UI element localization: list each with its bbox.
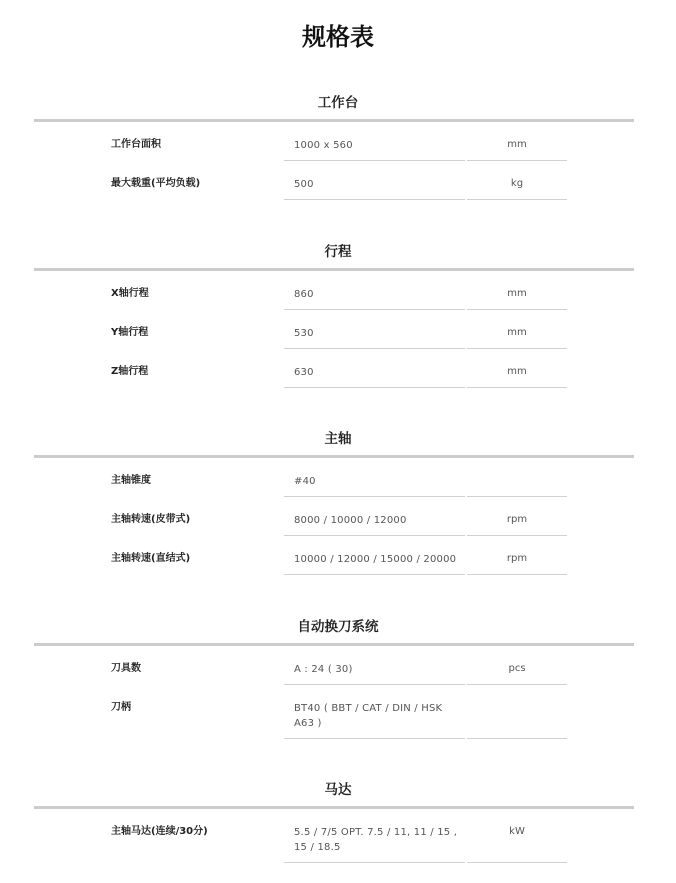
spec-unit xyxy=(467,271,567,310)
spec-row xyxy=(0,349,676,388)
spec-value-text: 10000 / 12000 / 15000 / 20000 xyxy=(294,554,457,565)
spec-unit xyxy=(467,646,567,685)
spec-row xyxy=(0,646,676,685)
spec-row xyxy=(0,310,676,349)
spec-unit-text: kg xyxy=(510,178,524,189)
spec-unit xyxy=(467,685,567,739)
spec-unit xyxy=(467,536,567,575)
spec-value-text: 860 xyxy=(294,289,314,300)
spec-value-text: A : 24 ( 30) xyxy=(294,664,353,675)
spec-value-text: BT40 ( BBT / CAT / DIN / HSK A63 ) xyxy=(294,703,443,729)
section-title: 工作台 xyxy=(317,95,359,111)
spec-row xyxy=(0,458,676,497)
spec-value-text: 1000 x 560 xyxy=(294,140,353,151)
spec-value xyxy=(284,497,465,536)
spec-unit xyxy=(467,122,567,161)
spec-value-text: 530 xyxy=(294,328,314,339)
spec-label: Z轴行程 xyxy=(111,366,149,377)
spec-unit-text: mm xyxy=(507,327,527,338)
spec-label: 刀具数 xyxy=(111,663,141,674)
spec-value xyxy=(284,271,465,310)
spec-row xyxy=(0,685,676,739)
spec-label: Y轴行程 xyxy=(111,327,149,338)
spec-unit xyxy=(467,497,567,536)
spec-label: 工作台面积 xyxy=(111,139,161,150)
spec-value xyxy=(284,536,465,575)
spec-label: X轴行程 xyxy=(111,288,149,299)
spec-label: 主轴转速(皮带式) xyxy=(111,514,191,525)
spec-unit-text: rpm xyxy=(506,553,528,564)
spec-unit-text: rpm xyxy=(506,514,528,525)
spec-unit-text: mm xyxy=(507,366,527,377)
spec-value-text: 8000 / 10000 / 12000 xyxy=(294,515,407,526)
section-title: 马达 xyxy=(324,782,352,798)
spec-row xyxy=(0,271,676,310)
spec-unit-text: mm xyxy=(507,288,527,299)
spec-row xyxy=(0,122,676,161)
spec-unit xyxy=(467,349,567,388)
section-title: 行程 xyxy=(324,244,352,260)
spec-row xyxy=(0,497,676,536)
spec-unit xyxy=(467,458,567,497)
spec-value-text: 630 xyxy=(294,367,314,378)
spec-value-text: #40 xyxy=(294,476,316,487)
spec-value xyxy=(284,809,465,863)
spec-label: 刀柄 xyxy=(111,702,131,713)
spec-unit-text: pcs xyxy=(508,663,526,674)
section-title: 主轴 xyxy=(324,431,352,447)
spec-value xyxy=(284,122,465,161)
spec-value-text: 5.5 / 7/5 OPT. 7.5 / 11, 11 / 15 , 15 / 18.5 xyxy=(294,827,458,853)
spec-unit xyxy=(467,310,567,349)
spec-row xyxy=(0,536,676,575)
spec-value xyxy=(284,685,465,739)
spec-unit-text: mm xyxy=(507,139,527,150)
spec-value xyxy=(284,646,465,685)
spec-unit xyxy=(467,161,567,200)
spec-value-text: 500 xyxy=(294,179,314,190)
spec-value xyxy=(284,458,465,497)
spec-label: 主轴马达(连续/30分) xyxy=(111,826,208,837)
section-title: 自动换刀系统 xyxy=(297,619,379,635)
spec-value xyxy=(284,161,465,200)
spec-row xyxy=(0,809,676,863)
spec-value xyxy=(284,310,465,349)
spec-value xyxy=(284,349,465,388)
spec-label: 最大载重(平均负载) xyxy=(111,178,201,189)
spec-label: 主轴转速(直结式) xyxy=(111,553,191,564)
spec-unit-text: kW xyxy=(509,826,525,837)
spec-label: 主轴锥度 xyxy=(111,475,151,486)
page-title: 规格表 xyxy=(302,23,374,51)
spec-unit xyxy=(467,809,567,863)
spec-row xyxy=(0,161,676,200)
